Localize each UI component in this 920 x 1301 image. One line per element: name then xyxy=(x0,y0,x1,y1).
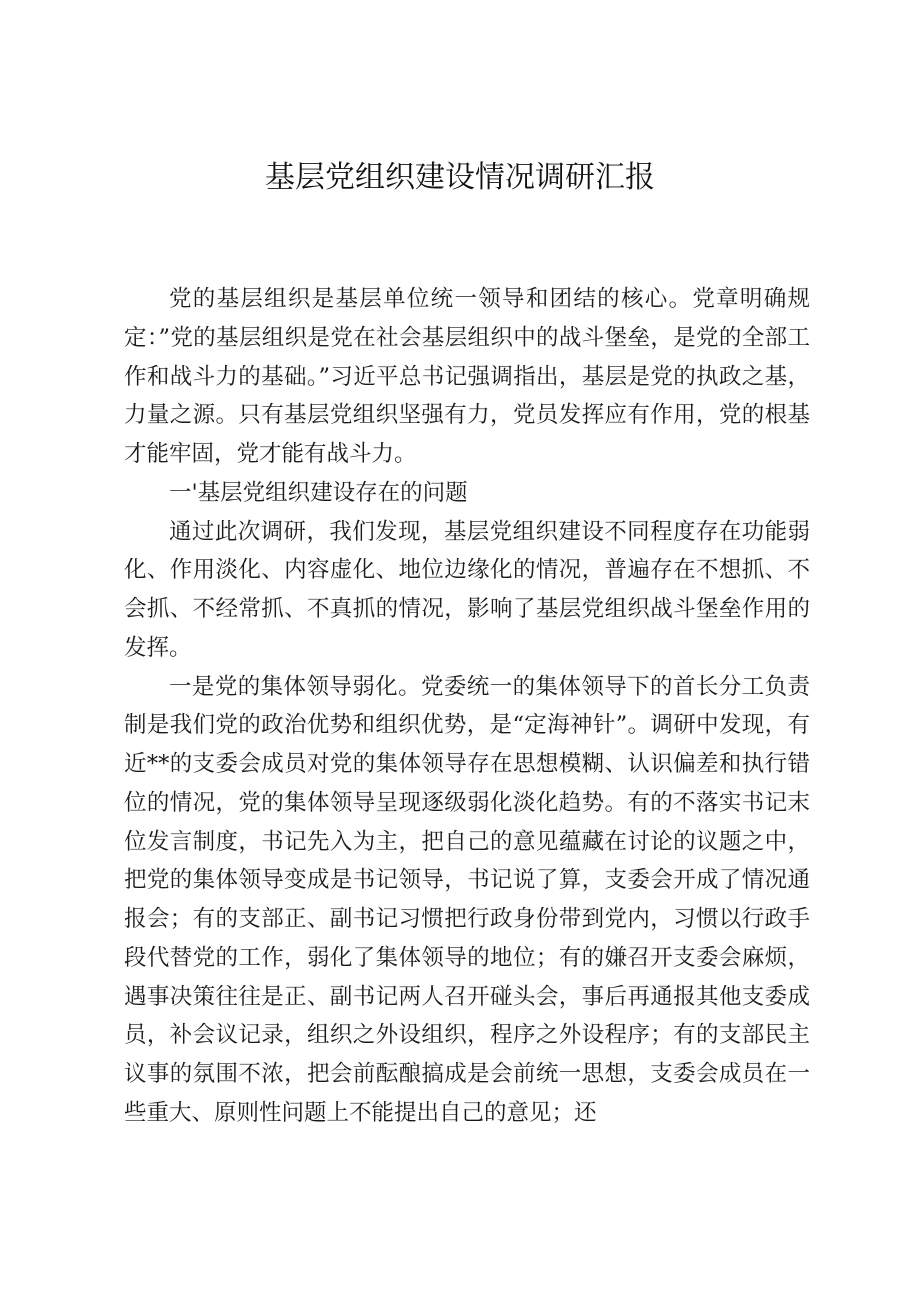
document-body xyxy=(124,280,810,1133)
paragraph-collective-leadership: 一是党的集体领导弱化。党委统一的集体领导下的首长分工负责制是我们党的政治优势和组织优势，是“定海神针”。调研中发现，有近**的支委会成员对党的集体领导存在思想模糊、认识偏差和执行错位的情况，党的集体领导呈现逐级弱化淡化趋势。有的不落实书记末位发言制度，书记先入为主，把自己的意见蕴藏在讨论的议题之中，把党的集体领导变成是书记领导，书记说了算，支委会开成了情况通报会；有的支部正、副书记习惯把行政身份带到党内，习惯以行政手段代替党的工作，弱化了集体领导的地位；有的嫌召开支委会麻烦，遇事决策往往是正、副书记两人召开碰头会，事后再通报其他支委成员，补会议记录，组织之外设组织，程序之外设程序；有的支部民主议事的氛围不浓，把会前酝酿搞成是会前统一思想，支委会成员在一些重大、原则性问题上不能提出自己的意见；还 xyxy=(124,673,810,1126)
paragraph-findings: 通过此次调研，我们发现，基层党组织建设不同程度存在功能弱化、作用淡化、内容虚化、地位边缘化的情况，普遍存在不想抓、不会抓、不经常抓、不真抓的情况，影响了基层党组织战斗堡垒作用的发挥。 xyxy=(124,518,810,661)
paragraph-intro: 党的基层组织是基层单位统一领导和团结的核心。党章明确规定：”党的基层组织是党在社会基层组织中的战斗堡垒，是党的全部工作和战斗力的基础。”习近平总书记强调指出，基层是党的执政之基，力量之源。只有基层党组织坚强有力，党员发挥应有作用，党的根基才能牢固，党才能有战斗力。 xyxy=(124,286,810,467)
section-heading-problems: 一'基层党组织建设存在的问题 xyxy=(169,479,468,506)
document-title: 基层党组织建设情况调研汇报 xyxy=(265,160,655,195)
